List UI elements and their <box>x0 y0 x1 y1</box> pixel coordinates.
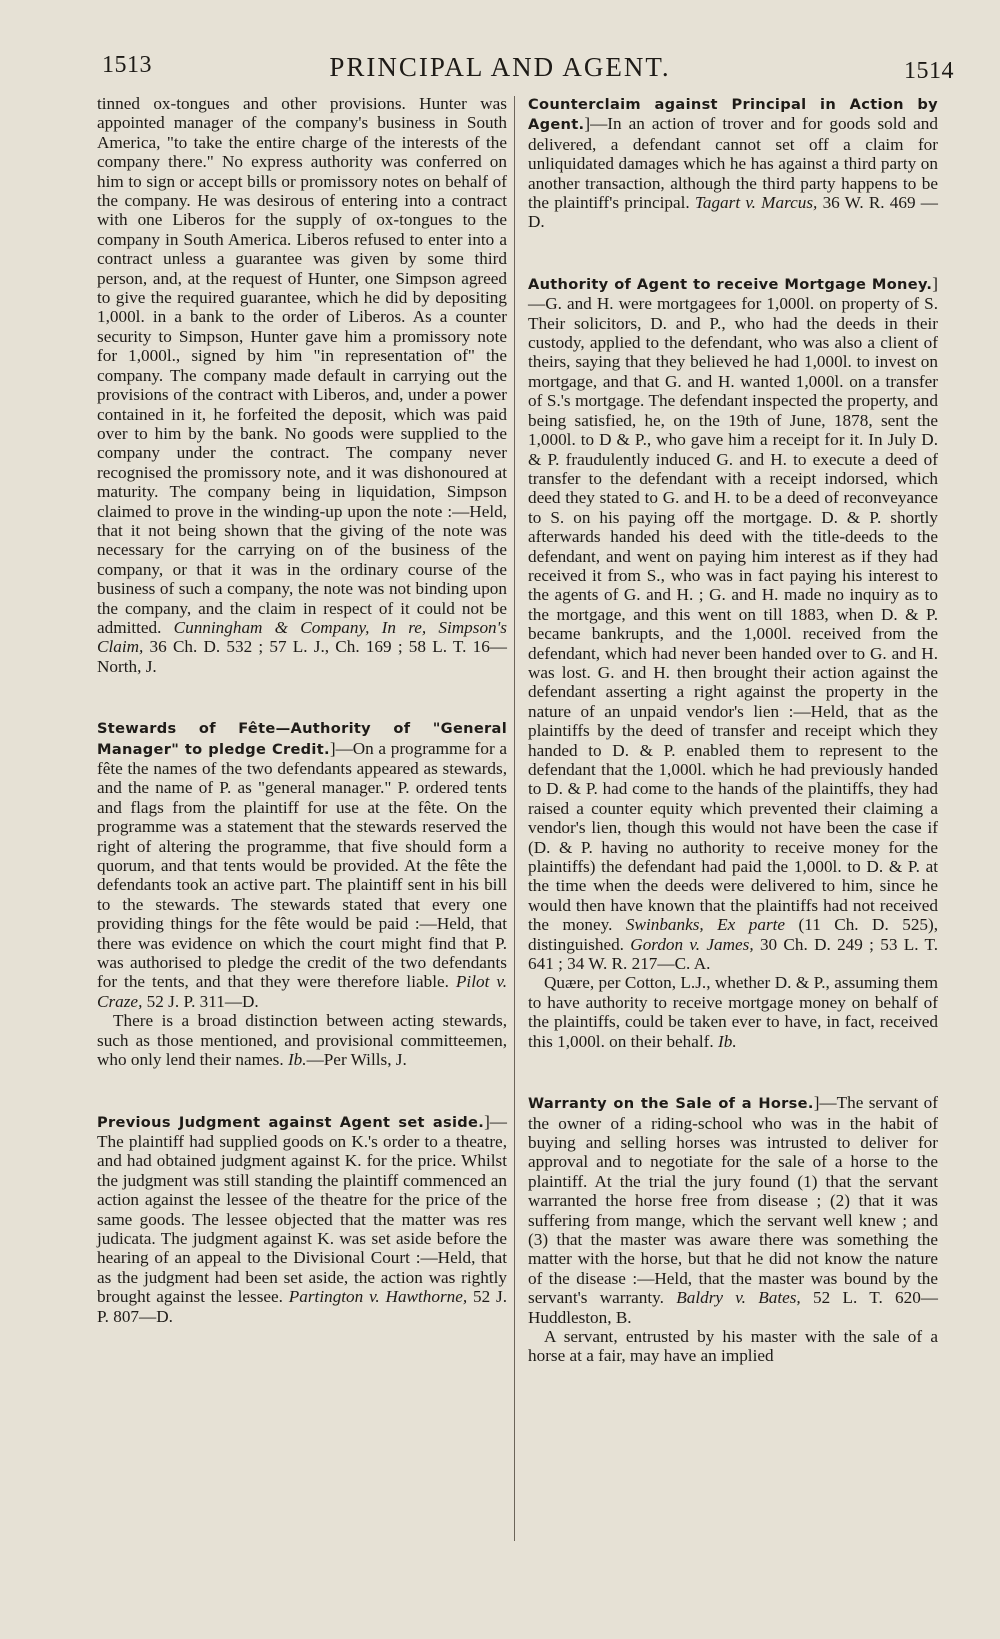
entry-body: ]—On a programme for a fête the names of the two defendants appeared as stewards, and the name of P. as "general manager." P. ordered tents and flags from the plaintiff for use at the fête. On the programme was a statement that the stewards reserved the right of altering the programme, that five should form a quorum, and that tents would be provided. At the fête the defendants took an active part. The plaintiff sent in his bill to the stewards. The stewards stated that every one providing things for the fête would be paid :—Held, that there was evidence on which the court might find that P. was authorised to pledge the credit of the two defendants for the tents, and that they were therefore liable. <box>97 738 507 992</box>
case-citation: Partington v. Hawthorne, <box>288 1287 468 1307</box>
intro-text: tinned ox-tongues and other provisions. Hunter was appointed manager of the company's business in South America, "to take the entire charge of the interests of the company there." No express authority was conferred on him to sign or accept bills or promissory notes on behalf of the company. He was desirous of entering into a contract with one Liberos for the supply of ox-tongues to the company in South America. Liberos refused to enter into a contract unless a guarantee was given by some third person, and, at the request of Hunter, one Simpson agreed to give the required guarantee, which he did by depositing 1,000l. in a bank to the order of Liberos. As a counter security to Simpson, Hunter gave him a promissory note for 1,000l., signed by him "in representation of" the company. The company made default in carrying out the provisions of the contract with Liberos, and, under a power contained in it, he forfeited the deposit, which was paid over to him by the bank. No goods were supplied to the company under the contract. The company never recognised the promissory note, and it was dishonoured at maturity. The company being in liquidation, Simpson claimed to prove in the winding-up upon the note :—Held, that it not being shown that the giving of the note was necessary for the carrying on of the business of the company, or that it was in the ordinary course of the business of such a company, the note was not binding upon the company, and the claim in respect of it could not be admitted. <box>97 94 507 637</box>
case-citation: Baldry v. Bates, <box>676 1288 801 1308</box>
entry-note <box>528 1327 938 1366</box>
case-reference: 36 Ch. D. 532 ; 57 L. J., Ch. 169 ; 58 L. T. 16— North, J. <box>97 637 507 676</box>
running-title: PRINCIPAL AND AGENT. <box>329 52 671 82</box>
case-reference: 30 Ch. D. 249 ; 53 L. T. 641 ; 34 W. R. 217—C. A. <box>528 934 939 974</box>
entry-heading: Authority of Agent to receive Mortgage Money. <box>528 275 933 293</box>
entry-text <box>528 274 938 974</box>
case-citation: Tagart v. Marcus, <box>694 193 818 213</box>
case-citation: Gordon v. James, <box>630 934 754 954</box>
entry-stewards <box>97 718 507 1069</box>
right-column <box>528 94 938 1366</box>
left-page-number: 1513 <box>102 52 152 78</box>
entry-note <box>97 1011 507 1069</box>
case-citation: Pilot v. Craze, <box>97 972 507 1011</box>
entry-text <box>97 94 507 676</box>
column-divider <box>514 96 515 1541</box>
case-reference: (11 Ch. D. 525), distinguished. <box>528 915 939 954</box>
entry-mortgage-money <box>528 274 938 1051</box>
note-text: There is a broad distinction between acting stewards, such as those mentioned, and provisional committeemen, who only lend their names. <box>97 1011 507 1070</box>
entry-text <box>528 94 938 232</box>
entry-heading: Stewards of Fête—Authority of "General Manager" to pledge Credit. <box>97 720 507 758</box>
case-citation: Cunningham & Company, In re, Simpson's Claim, <box>97 617 507 657</box>
case-reference: 36 W. R. 469 —D. <box>528 193 938 232</box>
entry-text <box>97 718 507 1011</box>
left-column <box>97 94 507 1326</box>
entry-counterclaim <box>528 94 938 232</box>
entry-cunningham <box>97 94 507 676</box>
case-citation: Ib. <box>718 1031 737 1051</box>
entry-note <box>528 973 938 1051</box>
entry-previous-judgment <box>97 1112 507 1326</box>
entry-heading: Previous Judgment against Agent set aside. <box>97 1113 485 1131</box>
case-reference: —Per Wills, J. <box>306 1050 407 1070</box>
entry-warranty <box>528 1093 938 1366</box>
case-citation: Ib. <box>287 1050 307 1070</box>
entry-body: ]—The servant of the owner of a riding-school who was in the habit of buying and selling horses was intrusted to deliver for approval and to negotiate for the sale of a horse to the plaintiff. At the trial the jury found (1) that the servant warranted the horse free from disease ; (2) that it was suffering from mange, which the servant well knew ; and (3) that the master was aware there was something the matter with the horse, but that he did not know the nature of the disease :—Held, that the master was bound by the servant's warranty. <box>528 1093 938 1308</box>
running-header <box>0 52 1000 92</box>
entry-body: ]—The plaintiff had supplied goods on K.'s order to a theatre, and had obtained judgment against K. for the price. Whilst the judgment was still standing the plaintiff commenced an action against the lessee of the theatre for the price of the same goods. The lessee objected that the matter was res judicata. The judgment against K. was set aside before the hearing of an appeal to the Divisional Court :—Held, that as the judgment had been set aside, the action was rightly brought against the lessee. <box>97 1111 507 1307</box>
entry-body: ]—In an action of trover and for goods sold and delivered, a defendant cannot set off a claim for unliquidated damages which he has against a third party on another transaction, although the third party happens to be the plaintiff's principal. <box>528 114 938 213</box>
case-reference: 52 L. T. 620—Huddleston, B. <box>528 1288 938 1327</box>
note-text: A servant, entrusted by his master with the sale of a horse at a fair, may have an implied <box>528 1326 938 1366</box>
entry-text <box>528 1093 938 1327</box>
entry-heading: Warranty on the Sale of a Horse. <box>528 1095 814 1113</box>
entry-heading: Counterclaim against Principal in Action by Agent. <box>528 96 938 134</box>
right-page-number: 1514 <box>904 58 954 84</box>
case-reference: 52 J. P. 807—D. <box>97 1287 507 1326</box>
case-citation: Swinbanks, Ex parte <box>625 915 786 935</box>
case-reference: 52 J. P. 311—D. <box>146 991 259 1011</box>
note-text: Quære, per Cotton, L.J., whether D. & P., assuming them to have authority to receive mortgage money on behalf of the plaintiffs, could be taken ever to have, in fact, received this 1,000l. on their behalf. <box>528 973 938 1051</box>
entry-body: ]—G. and H. were mortgagees for 1,000l. on property of S. Their solicitors, D. and P., who had the deeds in their custody, applied to the defendant, who was also a client of theirs, saying that they believed he had 1,000l. to invest on mortgage, and that G. and H. wanted 1,000l. on a transfer of S.'s mortgage. The defendant inspected the property, and being satisfied, he, on the 19th of June, 1878, sent the 1,000l. to D & P., who gave him a receipt for it. In July D. & P. fraudulently induced G. and H. to execute a deed of transfer to the defendant with a receipt indorsed, which deed they stated to G. and H. to be a deed of reconveyance to S. on his paying off the mortgage. D. & P. shortly afterwards handed his deed with the title-deeds to the defendant, and went on paying him interest as if they had received it from S., who was in fact paying his interest to the agents of G. and H. ; G. and H. made no inquiry as to the mortgage, and this went on till 1883, when D. & P. became bankrupts, and the 1,000l. received from the defendant, which had never been handed over to G. and H. was lost. G. and H. then brought their action against the defendant asserting a right against the property in the nature of an unpaid vendor's lien :—Held, that as the plaintiffs by the deed of transfer and receipt which they handed to D. & P. enabled them to represent to the defendant that the 1,000l. which he had previously handed to D. & P. had come to the hands of the plaintiffs, they had raised a counter equity which prevented their claiming a vendor's lien, though this would not have been the case if (D. & P. having no authority to receive money for the plaintiffs) the defendant had paid the 1,000l. to D. & P. at the time when the deeds were delivered to him, since he would then have known that the plaintiffs had not received the money. <box>528 273 938 935</box>
entry-text <box>97 1112 507 1326</box>
